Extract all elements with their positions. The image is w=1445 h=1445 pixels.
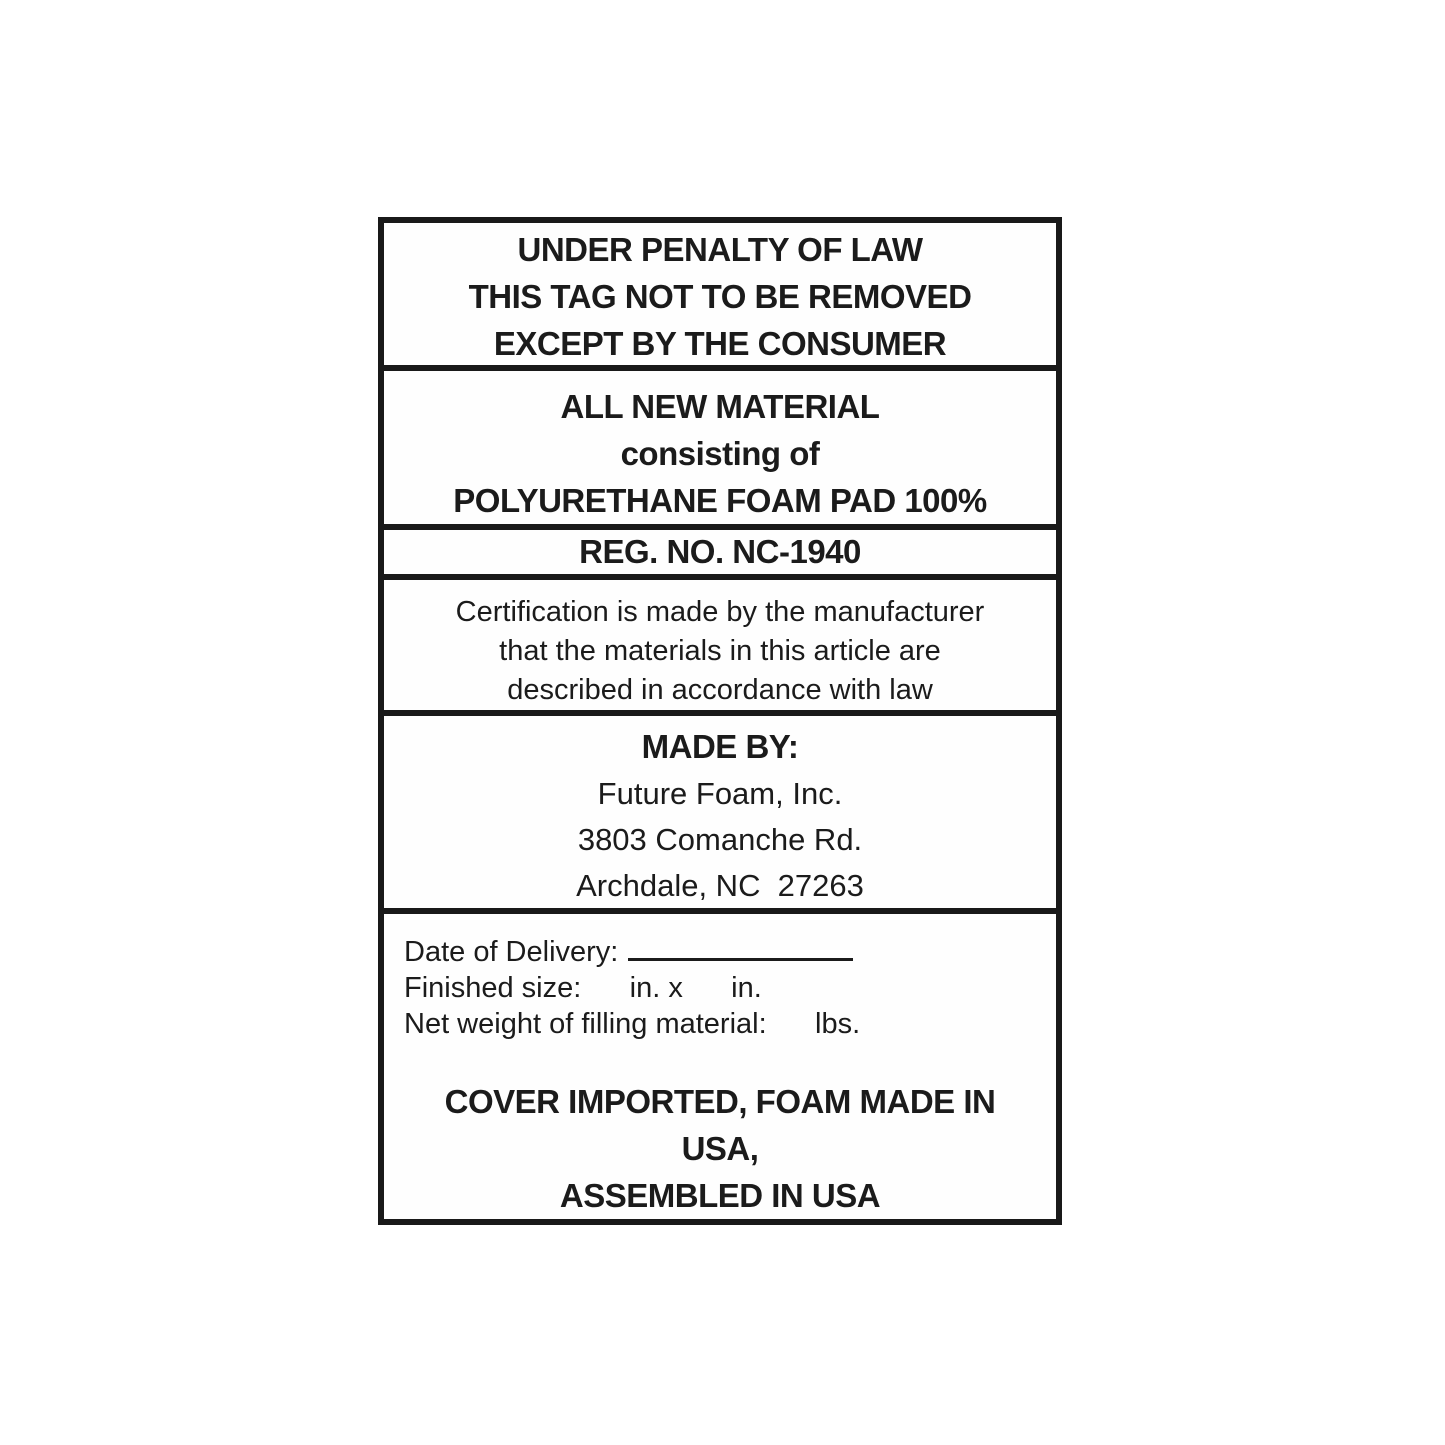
penalty-line-1: UNDER PENALTY OF LAW [517, 231, 923, 268]
details-section [384, 914, 1056, 1219]
material-section [384, 371, 1056, 530]
penalty-line-3: EXCEPT BY THE CONSUMER [493, 325, 947, 362]
material-line-3: POLYURETHANE FOAM PAD 100% [453, 482, 987, 519]
registration-section [384, 530, 1056, 580]
certification-section [384, 580, 1056, 716]
manufacturer-city-state-zip: Archdale, NC 27263 [576, 868, 864, 903]
certification-line-2: that the materials in this article are [499, 635, 941, 667]
law-tag [378, 217, 1062, 1225]
date-of-delivery-label: Date of Delivery: [404, 936, 619, 968]
certification-line-1: Certification is made by the manufacturer [455, 596, 985, 628]
origin-statement [404, 1078, 1036, 1219]
date-of-delivery-row [404, 932, 1036, 970]
made-by-section [384, 716, 1056, 914]
date-of-delivery-blank [628, 932, 853, 961]
net-weight-row: Net weight of filling material: lbs. [404, 1008, 861, 1040]
made-by-heading: MADE BY: [641, 728, 799, 765]
finished-size-row: Finished size: in. x in. [404, 972, 762, 1004]
certification-line-3: described in accordance with law [507, 674, 933, 706]
registration-number: REG. NO. NC-1940 [579, 533, 861, 570]
material-line-1: ALL NEW MATERIAL [560, 388, 880, 425]
material-line-2: consisting of [620, 435, 820, 472]
origin-line-2: ASSEMBLED IN USA [559, 1177, 881, 1214]
manufacturer-name: Future Foam, Inc. [597, 776, 843, 811]
origin-line-1: COVER IMPORTED, FOAM MADE IN USA, [444, 1083, 1005, 1167]
penalty-section [384, 223, 1056, 371]
manufacturer-street: 3803 Comanche Rd. [577, 822, 863, 857]
penalty-line-2: THIS TAG NOT TO BE REMOVED [468, 278, 972, 315]
